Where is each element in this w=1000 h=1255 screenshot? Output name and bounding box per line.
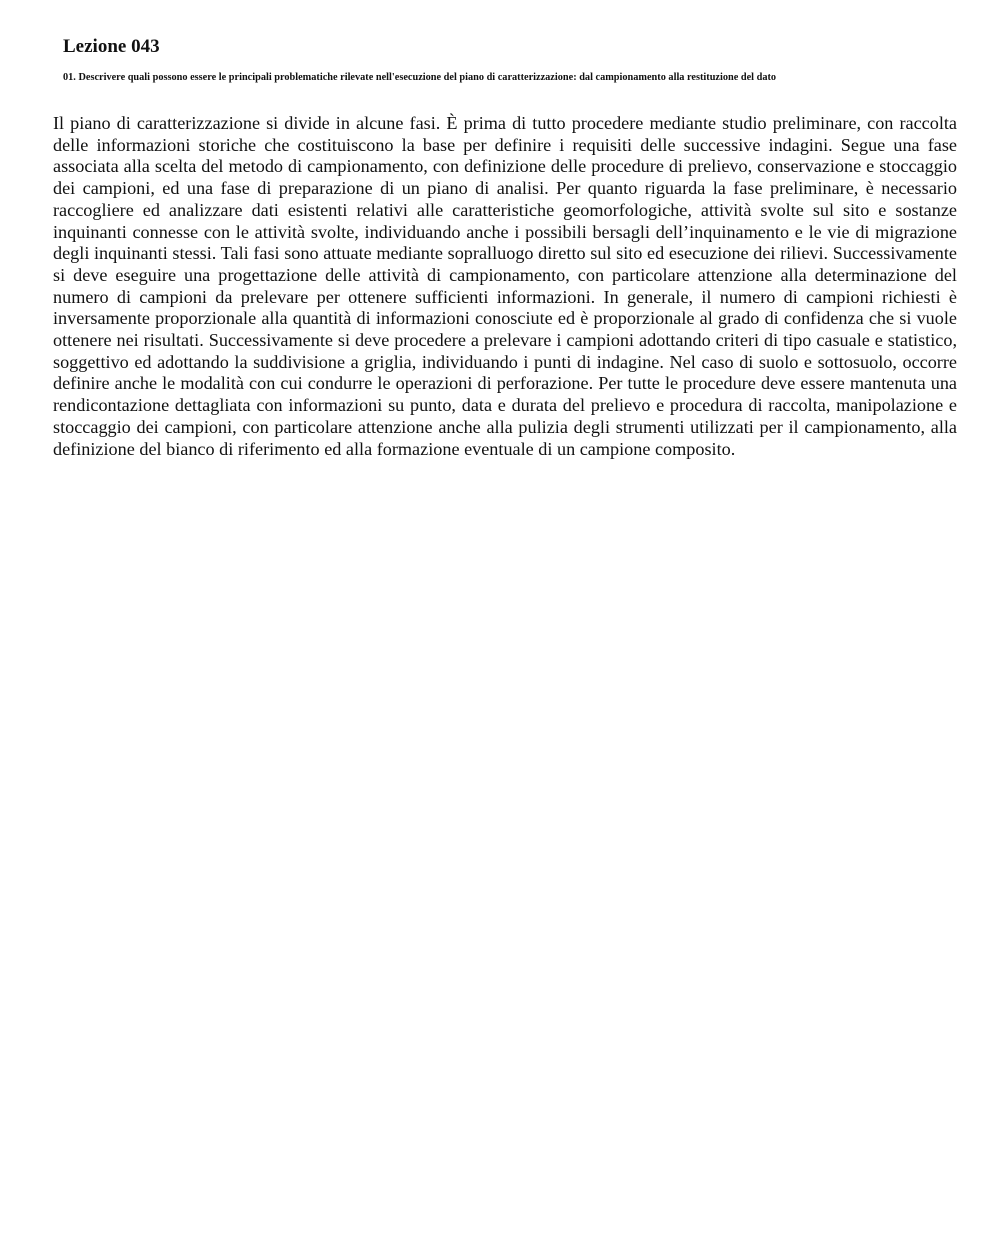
question-text: 01. Descrivere quali possono essere le principali problematiche rilevate nell'esecuzione del piano di caratterizzazione: dal campionamento alla restituzione del dato <box>63 72 777 83</box>
answer-paragraph: Il piano di caratterizzazione si divide in alcune fasi. È prima di tutto procedere mediante studio preliminare, con raccolta delle informazioni storiche che costituiscono la base per definire i requisiti delle successive indagini. Segue una fase associata alla scelta del metodo di campionamento, con definizione delle procedure di prelievo, conservazione e stoccaggio dei campioni, ed una fase di preparazione di un piano di analisi. Per quanto riguarda la fase preliminare, è necessario raccogliere ed analizzare dati esistenti relativi alle caratteristiche geomorfologiche, attività svolte sul sito e sostanze inquinanti connesse con le attività svolte, individuando anche i possibili bersagli dell’inquinamento e le vie di migrazione degli inquinanti stessi. Tali fasi sono attuate mediante sopralluogo diretto sul sito ed esecuzione dei rilievi. Successivamente si deve eseguire una progettazione delle attività di campionamento, con particolare attenzione alla determinazione del numero di campioni da prelevare per ottenere sufficienti informazioni. In generale, il numero di campioni richiesti è inversamente proporzionale alla quantità di informazioni conosciute ed è proporzionale al grado di confidenza che si vuole ottenere nei risultati. Successivamente si deve procedere a prelevare i campioni adottando criteri di tipo casuale e statistico, soggettivo ed adottando la suddivisione a griglia, individuando i punti di indagine. Nel caso di suolo e sottosuolo, occorre definire anche le modalità con cui condurre le operazioni di perforazione. Per tutte le procedure deve essere mantenuta una rendicontazione dettagliata con informazioni su punto, data e durata del prelievo e procedura di raccolta, manipolazione e stoccaggio dei campioni, con particolare attenzione anche alla pulizia degli strumenti utilizzati per il campionamento, alla definizione del bianco di riferimento ed alla formazione eventuale di un campione composito. <box>53 113 957 459</box>
lesson-title: Lezione 043 <box>63 36 160 57</box>
